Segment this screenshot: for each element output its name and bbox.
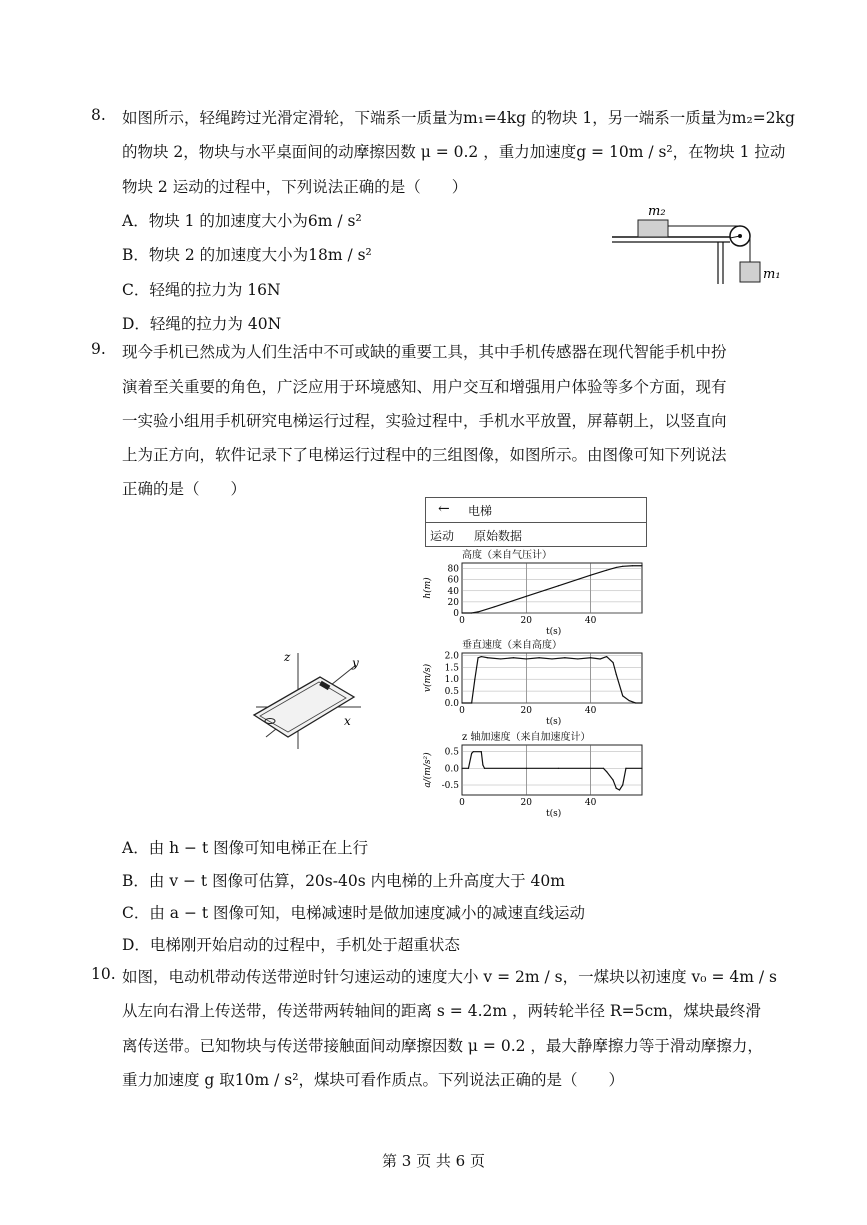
back-arrow-icon[interactable]: ← <box>438 501 450 517</box>
data-point <box>500 658 501 659</box>
data-point <box>558 768 559 769</box>
question-9-line-1: 现今手机已然成为人们生活中不可或缺的重要工具，其中手机传感器在现代智能手机中扮 <box>122 343 727 361</box>
x-tick-label: 0 <box>459 616 465 626</box>
data-point <box>632 565 633 566</box>
data-point <box>603 768 604 769</box>
x-tick-label: 20 <box>520 798 533 808</box>
m1-label: m₁ <box>763 267 781 282</box>
question-9-option-b[interactable]: B．由 v − t 图像可估算，20s-40s 内电梯的上升高度大于 40m <box>122 872 565 890</box>
question-8-option-b[interactable]: B．物块 2 的加速度大小为18m / s² <box>122 246 372 264</box>
data-point <box>481 656 482 657</box>
y-tick-label: 20 <box>447 597 459 608</box>
question-10-line-1: 如图，电动机带动传送带逆时针匀速运动的速度大小 v = 2m / s，一煤块以初速度 v₀ = 4m / s <box>122 968 777 986</box>
data-point <box>481 751 482 752</box>
data-point <box>590 575 591 576</box>
question-8-line-1: 如图所示，轻绳跨过光滑定滑轮，下端系一质量为m₁=4kg 的物块 1，另一端系一质量为m₂=2kg <box>122 109 795 127</box>
y-tick-label: 40 <box>447 586 459 597</box>
data-point <box>468 768 469 769</box>
data-point <box>473 751 474 752</box>
question-8-option-a[interactable]: A．物块 1 的加速度大小为6m / s² <box>122 212 362 230</box>
plot-area <box>462 745 642 795</box>
y-tick-label: 0.5 <box>444 747 459 758</box>
question-9-line-3: 一实验小组用手机研究电梯运行过程，实验过程中，手机水平放置，屏幕朝上，以竖直向 <box>122 412 727 430</box>
x-axis-label: x <box>344 714 351 728</box>
block-m2 <box>638 220 668 237</box>
tab-raw-data[interactable]: 原始数据 <box>474 529 523 543</box>
x-tick-label: 20 <box>520 706 533 716</box>
data-point <box>622 784 623 785</box>
data-point <box>577 658 578 659</box>
question-9-line-4: 上为正方向，软件记录下了电梯运行过程中的三组图像，如图所示。由图像可知下列说法 <box>122 446 727 464</box>
question-9-number: 9. <box>91 340 106 358</box>
data-point <box>487 657 488 658</box>
x-axis-label: t(s) <box>546 809 562 819</box>
data-point <box>612 779 613 780</box>
data-point <box>477 657 478 658</box>
data-point <box>629 700 630 701</box>
panel-title: 电梯 <box>468 504 493 518</box>
data-point <box>619 789 620 790</box>
x-tick-label: 0 <box>459 798 465 808</box>
data-point <box>622 695 623 696</box>
data-point <box>616 674 617 675</box>
x-axis-label: t(s) <box>546 627 562 637</box>
chart-title: 高度（来自气压计） <box>462 550 552 561</box>
data-point <box>461 612 462 613</box>
y-tick-label: 60 <box>447 575 459 586</box>
y-tick-label: 0 <box>453 609 459 619</box>
question-10-line-2: 从左向右滑上传送带，传送带两转轴间的距离 s = 4.2m ，两转轮半径 R=5cm，煤块最终滑 <box>122 1002 761 1020</box>
data-point <box>461 768 462 769</box>
y-axis-label: a/(m/s²) <box>423 752 433 788</box>
y-tick-label: -0.5 <box>441 781 459 791</box>
data-point <box>471 753 472 754</box>
question-9-line-2: 演着至关重要的角色，广泛应用于环境感知、用户交互和增强用户体验等多个方面，现有 <box>122 378 727 396</box>
question-8-option-c[interactable]: C．轻绳的拉力为 16N <box>122 281 281 299</box>
question-10-line-3: 离传送带。已知物块与传送带接触面间动摩擦因数 μ = 0.2 ，最大静摩擦力等于滑动摩擦力， <box>122 1037 763 1055</box>
data-point <box>526 658 527 659</box>
data-point <box>622 566 623 567</box>
question-8-line-3: 物块 2 运动的过程中，下列说法正确的是（ ） <box>122 178 468 196</box>
data-point <box>477 611 478 612</box>
data-point <box>551 658 552 659</box>
data-point <box>612 662 613 663</box>
data-point <box>526 596 527 597</box>
question-8-number: 8. <box>91 106 106 124</box>
x-axis-label: t(s) <box>546 717 562 727</box>
data-point <box>513 657 514 658</box>
y-tick-label: 0.0 <box>444 699 459 709</box>
y-tick-label: 0.5 <box>444 687 459 698</box>
data-point <box>641 768 642 769</box>
plot-area <box>462 653 642 703</box>
data-point <box>600 658 601 659</box>
question-10-line-4: 重力加速度 g 取10m / s²，煤块可看作质点。下列说法正确的是（ ） <box>122 1071 624 1089</box>
tab-motion[interactable]: 运动 <box>430 529 455 543</box>
page-footer: 第 3 页 共 6 页 <box>382 1152 485 1170</box>
data-point <box>616 567 617 568</box>
y-tick-label: 80 <box>447 564 459 575</box>
m2-label: m₂ <box>648 204 666 219</box>
y-tick-label: 0.0 <box>444 764 459 775</box>
data-point <box>641 565 642 566</box>
acceleration-chart <box>420 729 650 819</box>
z-axis-label: z <box>284 650 291 664</box>
data-point <box>526 768 527 769</box>
data-point <box>474 679 475 680</box>
y-tick-label: 1.0 <box>444 675 459 686</box>
data-point <box>471 702 472 703</box>
y-axis-label: v(m/s) <box>423 663 433 693</box>
data-point <box>471 612 472 613</box>
x-tick-label: 40 <box>584 616 597 626</box>
y-tick-label: 1.5 <box>444 663 459 674</box>
x-tick-label: 40 <box>584 706 597 716</box>
data-point <box>606 570 607 571</box>
question-10-number: 10. <box>91 965 116 983</box>
data-point <box>590 657 591 658</box>
data-point <box>461 702 462 703</box>
question-9-option-d[interactable]: D．电梯刚开始启动的过程中，手机处于超重状态 <box>122 936 460 954</box>
question-9-option-a[interactable]: A．由 h − t 图像可知电梯正在上行 <box>122 839 369 857</box>
question-8-line-2: 的物块 2，物块与水平桌面间的动摩擦因数 μ = 0.2 ，重力加速度g = 10m / s²，在物块 1 拉动 <box>122 143 786 161</box>
data-point <box>494 606 495 607</box>
pulley-figure <box>612 200 782 290</box>
question-8-option-d[interactable]: D．轻绳的拉力为 40N <box>122 315 282 333</box>
data-point <box>558 585 559 586</box>
velocity-chart <box>420 637 650 727</box>
data-point <box>539 657 540 658</box>
data-point <box>564 657 565 658</box>
height-chart <box>420 547 650 637</box>
x-tick-label: 0 <box>459 706 465 716</box>
data-point <box>482 764 483 765</box>
data-point <box>616 788 617 789</box>
x-tick-label: 40 <box>584 798 597 808</box>
sensor-app-panel <box>425 497 647 547</box>
y-tick-label: 2.0 <box>444 651 459 662</box>
chart-title: 垂直速度（来自高度） <box>462 640 562 651</box>
panel-header-row <box>426 498 646 523</box>
data-point <box>635 702 636 703</box>
data-point <box>625 768 626 769</box>
x-tick-label: 20 <box>520 616 533 626</box>
question-9-option-c[interactable]: C．由 a − t 图像可知，电梯减速时是做加速度减小的减速直线运动 <box>122 904 586 922</box>
block-m1 <box>740 262 760 282</box>
y-axis-label: y <box>352 656 359 670</box>
phone-axes-figure <box>236 645 386 755</box>
chart-title: z 轴加速度（来自加速度计） <box>462 732 591 743</box>
data-point <box>606 771 607 772</box>
y-axis-label: h(m) <box>423 577 433 599</box>
data-point <box>484 768 485 769</box>
question-9-line-5: 正确的是（ ） <box>122 480 247 498</box>
data-point <box>641 702 642 703</box>
data-point <box>606 656 607 657</box>
